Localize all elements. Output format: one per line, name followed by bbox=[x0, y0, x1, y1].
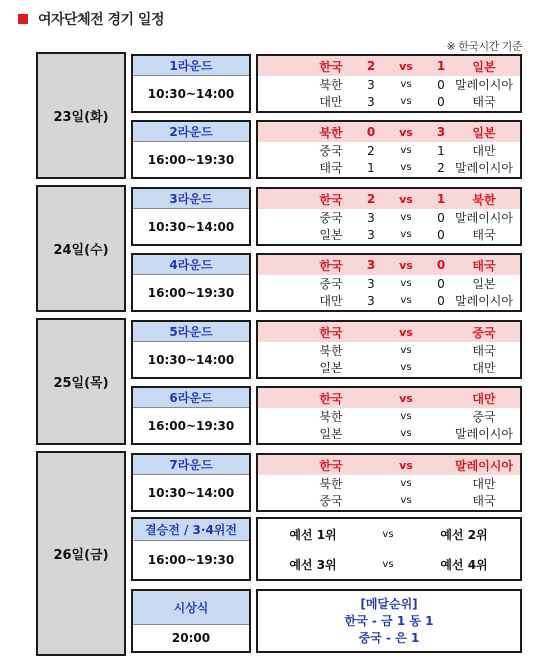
team-a: 북한 bbox=[319, 78, 343, 92]
score-a: 2 bbox=[366, 192, 376, 206]
score-b: 0 bbox=[437, 293, 445, 308]
score-b: 1 bbox=[437, 143, 445, 158]
round-box bbox=[131, 453, 251, 512]
round-box bbox=[131, 187, 251, 246]
score-b: 1 bbox=[436, 192, 446, 206]
vs-label: vs bbox=[400, 278, 412, 289]
team-a: 대만 bbox=[319, 95, 343, 109]
round-box bbox=[131, 320, 251, 379]
match-row bbox=[258, 226, 520, 243]
team-a: 일본 bbox=[319, 427, 343, 441]
team-b: 대만 bbox=[472, 477, 496, 491]
round-name: 3라운드 bbox=[133, 189, 249, 209]
score-a: 2 bbox=[367, 143, 375, 158]
vs-label: vs bbox=[399, 192, 413, 206]
final-team-b: 예선 2위 bbox=[440, 527, 488, 542]
round-box bbox=[131, 253, 251, 312]
round-time: 16:00~19:30 bbox=[147, 285, 235, 300]
score-a: 3 bbox=[367, 293, 375, 308]
final-team-a: 예선 3위 bbox=[289, 557, 337, 572]
team-a: 한국 bbox=[319, 258, 343, 273]
match-row bbox=[258, 142, 520, 159]
vs-label: vs bbox=[400, 495, 412, 506]
round-name: 5라운드 bbox=[133, 322, 249, 342]
team-b: 일본 bbox=[472, 277, 496, 291]
round-name: 7라운드 bbox=[133, 455, 249, 475]
final-team-b: 예선 4위 bbox=[440, 557, 488, 572]
round-time: 10:30~14:00 bbox=[147, 219, 235, 234]
day-26: 26일(금) bbox=[36, 451, 126, 656]
team-b: 말레이시아 bbox=[455, 161, 513, 175]
match-row bbox=[258, 425, 520, 442]
team-b: 말레이시아 bbox=[455, 427, 513, 441]
score-b: 3 bbox=[436, 125, 446, 139]
score-a: 2 bbox=[366, 59, 376, 73]
score-a: 3 bbox=[367, 77, 375, 92]
team-a: 일본 bbox=[319, 228, 343, 242]
score-b: 0 bbox=[437, 210, 445, 225]
team-a: 북한 bbox=[319, 477, 343, 491]
team-b: 대만 bbox=[472, 391, 496, 406]
score-b: 2 bbox=[437, 160, 445, 175]
match-row bbox=[258, 475, 520, 492]
team-b: 북한 bbox=[472, 192, 496, 207]
team-a: 한국 bbox=[319, 192, 343, 207]
vs-label: vs bbox=[399, 258, 413, 272]
featured-match-row bbox=[258, 122, 520, 142]
round-time: 16:00~19:30 bbox=[147, 152, 235, 167]
team-a: 중국 bbox=[319, 144, 343, 158]
final-round-name: 결승전 / 3·4위전 bbox=[133, 519, 249, 541]
featured-match-row bbox=[258, 388, 520, 408]
team-a: 한국 bbox=[319, 391, 343, 406]
featured-match-row bbox=[258, 189, 520, 209]
match-box bbox=[256, 253, 522, 312]
team-b: 말레이시아 bbox=[455, 78, 513, 92]
team-b: 태국 bbox=[472, 95, 496, 109]
vs-label: vs bbox=[399, 125, 413, 139]
score-b: 0 bbox=[437, 94, 445, 109]
team-b: 일본 bbox=[472, 59, 496, 74]
score-a: 3 bbox=[366, 258, 376, 272]
vs-label: vs bbox=[400, 162, 412, 173]
team-b: 태국 bbox=[472, 344, 496, 358]
match-row bbox=[258, 359, 520, 376]
vs-label: vs bbox=[399, 391, 413, 405]
team-a: 북한 bbox=[319, 410, 343, 424]
match-box bbox=[256, 453, 522, 512]
day-23: 23일(화) bbox=[36, 52, 126, 179]
vs-label: vs bbox=[400, 478, 412, 489]
vs-label: vs bbox=[400, 345, 412, 356]
timezone-note: ※ 한국시간 기준 bbox=[446, 40, 522, 53]
vs-label: vs bbox=[399, 458, 413, 472]
match-row bbox=[258, 76, 520, 93]
match-row bbox=[258, 93, 520, 110]
team-b: 중국 bbox=[472, 325, 496, 340]
score-a: 0 bbox=[366, 125, 376, 139]
vs-label: vs bbox=[399, 59, 413, 73]
score-b: 1 bbox=[436, 59, 446, 73]
vs-label: vs bbox=[400, 428, 412, 439]
vs-label: vs bbox=[400, 295, 412, 306]
vs-label: vs bbox=[400, 362, 412, 373]
team-a: 중국 bbox=[319, 211, 343, 225]
score-a: 3 bbox=[367, 227, 375, 242]
vs-label: vs bbox=[400, 145, 412, 156]
vs-label: vs bbox=[400, 212, 412, 223]
team-a: 일본 bbox=[319, 361, 343, 375]
score-a: 3 bbox=[367, 210, 375, 225]
team-b: 태국 bbox=[472, 494, 496, 508]
match-row bbox=[258, 342, 520, 359]
round-box bbox=[131, 54, 251, 113]
round-name: 4라운드 bbox=[133, 255, 249, 275]
vs-label: vs bbox=[400, 411, 412, 422]
vs-label: vs bbox=[399, 325, 413, 339]
team-b: 대만 bbox=[472, 361, 496, 375]
final-row bbox=[258, 526, 520, 543]
medal-heading: [메달순위] bbox=[360, 596, 418, 611]
round-name: 6라운드 bbox=[133, 388, 249, 408]
round-box bbox=[131, 386, 251, 445]
day-24: 24일(수) bbox=[36, 185, 126, 312]
team-a: 한국 bbox=[319, 458, 343, 473]
team-b: 태국 bbox=[472, 258, 496, 273]
team-b: 말레이시아 bbox=[455, 211, 513, 225]
page-title bbox=[18, 10, 164, 28]
match-row bbox=[258, 159, 520, 176]
team-a: 북한 bbox=[319, 125, 343, 140]
team-b: 대만 bbox=[472, 144, 496, 158]
vs-label: vs bbox=[382, 558, 394, 570]
featured-match-row bbox=[258, 255, 520, 275]
round-name: 2라운드 bbox=[133, 122, 249, 142]
red-square-icon bbox=[18, 14, 28, 24]
round-time: 10:30~14:00 bbox=[147, 352, 235, 367]
day-25: 25일(목) bbox=[36, 318, 126, 445]
score-b: 0 bbox=[436, 258, 446, 272]
vs-label: vs bbox=[382, 528, 394, 540]
match-row bbox=[258, 209, 520, 226]
vs-label: vs bbox=[400, 229, 412, 240]
featured-match-row bbox=[258, 455, 520, 475]
match-box bbox=[256, 386, 522, 445]
round-time: 10:30~14:00 bbox=[147, 86, 235, 101]
team-a: 한국 bbox=[319, 59, 343, 74]
final-match-box bbox=[256, 517, 522, 581]
team-a: 중국 bbox=[319, 277, 343, 291]
team-a: 중국 bbox=[319, 494, 343, 508]
featured-match-row bbox=[258, 56, 520, 76]
team-a: 한국 bbox=[319, 325, 343, 340]
team-b: 말레이시아 bbox=[455, 294, 513, 308]
round-time: 16:00~19:30 bbox=[147, 418, 235, 433]
match-box bbox=[256, 320, 522, 379]
score-b: 0 bbox=[437, 77, 445, 92]
ceremony-name: 시상식 bbox=[133, 591, 249, 625]
final-team-a: 예선 1위 bbox=[289, 527, 337, 542]
final-round-time: 16:00~19:30 bbox=[147, 553, 235, 567]
medal-box bbox=[256, 589, 522, 653]
score-b: 0 bbox=[437, 276, 445, 291]
match-row bbox=[258, 408, 520, 425]
team-a: 북한 bbox=[319, 344, 343, 358]
score-a: 3 bbox=[367, 94, 375, 109]
team-a: 태국 bbox=[319, 161, 343, 175]
team-b: 태국 bbox=[472, 228, 496, 242]
round-time: 10:30~14:00 bbox=[147, 485, 235, 500]
team-b: 말레이시아 bbox=[455, 458, 513, 473]
score-a: 1 bbox=[367, 160, 375, 175]
score-b: 0 bbox=[437, 227, 445, 242]
match-box bbox=[256, 120, 522, 179]
final-round-box bbox=[131, 517, 251, 581]
match-box bbox=[256, 187, 522, 246]
match-box bbox=[256, 54, 522, 113]
vs-label: vs bbox=[400, 96, 412, 107]
featured-match-row bbox=[258, 322, 520, 342]
final-row bbox=[258, 556, 520, 573]
round-name: 1라운드 bbox=[133, 56, 249, 76]
ceremony-time: 20:00 bbox=[171, 631, 211, 645]
medal-line: 중국 - 은 1 bbox=[358, 630, 420, 645]
match-row bbox=[258, 492, 520, 509]
team-b: 중국 bbox=[472, 410, 496, 424]
team-b: 일본 bbox=[472, 125, 496, 140]
match-row bbox=[258, 275, 520, 292]
medal-line: 한국 - 금 1 동 1 bbox=[344, 613, 434, 628]
team-a: 대만 bbox=[319, 294, 343, 308]
title-text: 여자단체전 경기 일정 bbox=[38, 12, 164, 28]
round-box bbox=[131, 120, 251, 179]
score-a: 3 bbox=[367, 276, 375, 291]
vs-label: vs bbox=[400, 79, 412, 90]
ceremony-box bbox=[131, 589, 251, 653]
match-row bbox=[258, 292, 520, 309]
